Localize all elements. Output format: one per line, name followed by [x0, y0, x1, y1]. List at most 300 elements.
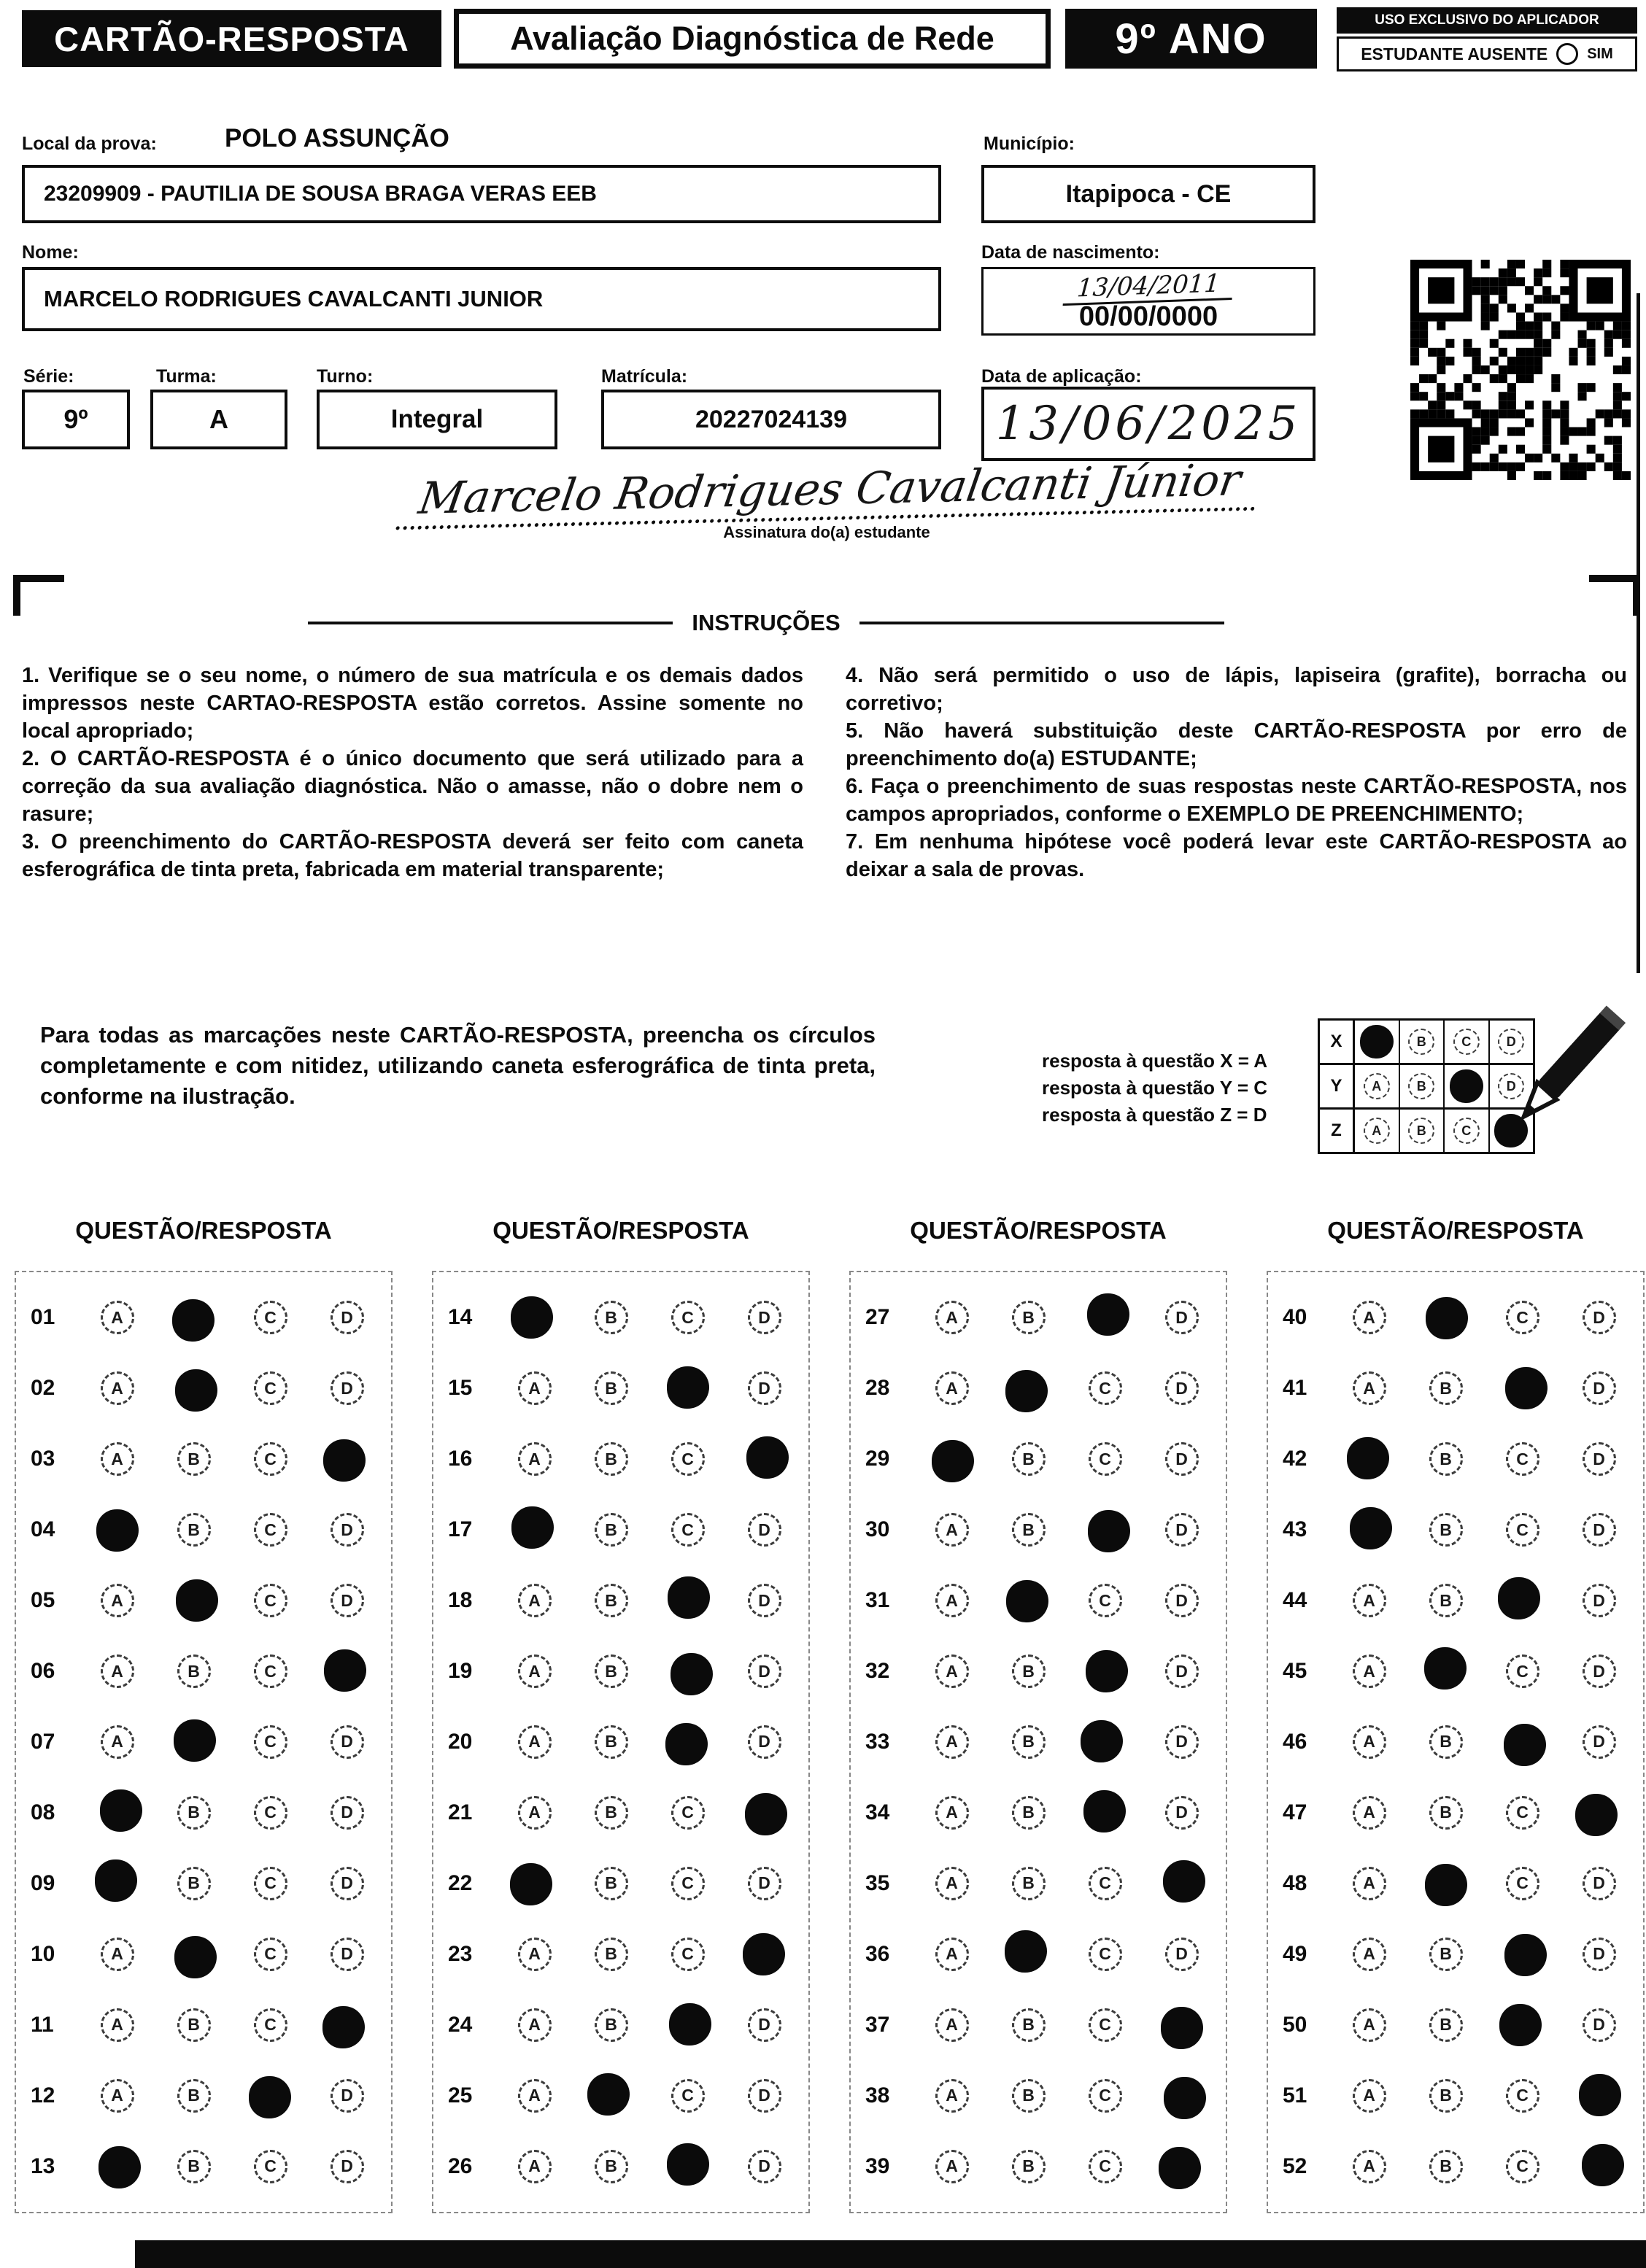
bubble-17-A[interactable] [511, 1506, 554, 1549]
answer-row-39 [857, 2131, 1220, 2202]
bubble-09-D[interactable]: D [331, 1867, 364, 1900]
bubble-16-B[interactable]: B [595, 1442, 628, 1476]
bubble-49-C[interactable] [1504, 1934, 1547, 1976]
bubble-43-D[interactable]: D [1583, 1513, 1616, 1547]
bubble-19-D[interactable]: D [748, 1654, 781, 1688]
bubble-05-A[interactable]: A [101, 1584, 134, 1617]
bubble-13-A[interactable] [98, 2146, 141, 2188]
nome-field: MARCELO RODRIGUES CAVALCANTI JUNIOR [22, 267, 941, 331]
example-key [1042, 1048, 1267, 1129]
bubble-28-D[interactable]: D [1165, 1371, 1199, 1405]
bubble-41-D[interactable]: D [1583, 1371, 1616, 1405]
bubble-40-B[interactable] [1426, 1297, 1468, 1339]
bubble-slot [1561, 1584, 1637, 1617]
bubble-39-A[interactable]: A [935, 2150, 969, 2183]
bubble-18-C[interactable] [668, 1576, 710, 1619]
bubble-slot [309, 1584, 385, 1617]
bubble-slot [573, 2008, 649, 2042]
bubble-01-A[interactable]: A [101, 1301, 134, 1334]
serie-label: Série: [23, 366, 74, 387]
bubble-38-C[interactable]: C [1089, 2079, 1122, 2113]
question-number: 22 [448, 1870, 473, 1895]
question-number: 04 [31, 1517, 55, 1542]
bubble-15-C[interactable] [667, 1366, 709, 1409]
bubble-06-C[interactable]: C [254, 1654, 287, 1688]
bubble-slot [232, 1371, 309, 1405]
bubble-30-C[interactable] [1088, 1510, 1130, 1552]
bubble-slot [1561, 1513, 1637, 1547]
question-number: 10 [31, 1941, 55, 1966]
answer-row-23 [439, 1919, 803, 1989]
bubble-45-A[interactable]: A [1353, 1654, 1386, 1688]
bubble-slot [1484, 1867, 1561, 1900]
bubble-21-C[interactable]: C [671, 1796, 705, 1830]
bubble-slot [1407, 1725, 1484, 1759]
bubble-05-C[interactable]: C [254, 1584, 287, 1617]
bubble-29-B[interactable]: B [1012, 1442, 1046, 1476]
bubble-22-D[interactable]: D [748, 1867, 781, 1900]
bubble-34-C[interactable] [1083, 1790, 1126, 1832]
bubble-20-A[interactable]: A [518, 1725, 552, 1759]
bubble-14-D[interactable]: D [748, 1301, 781, 1334]
bubble-28-A[interactable]: A [935, 1371, 969, 1405]
bubble-31-D[interactable]: D [1165, 1584, 1199, 1617]
instruction-item: 3. O preenchimento do CARTÃO-RESPOSTA deverá ser feito com caneta esferográfica de tinta preta, fabricada em material transparente; [22, 829, 803, 881]
answer-column-header: QUESTÃO/RESPOSTA [1327, 1217, 1584, 1244]
bubble-44-B[interactable]: B [1429, 1584, 1463, 1617]
bubble-18-A[interactable]: A [518, 1584, 552, 1617]
bubble-slot [1331, 1584, 1407, 1617]
bubble-32-D[interactable]: D [1165, 1654, 1199, 1688]
bubble-35-C[interactable]: C [1089, 1867, 1122, 1900]
bubble-03-A[interactable]: A [101, 1442, 134, 1476]
bubble-06-B[interactable]: B [177, 1654, 211, 1688]
answer-row-51 [1274, 2060, 1637, 2131]
bubble-13-C[interactable]: C [254, 2150, 287, 2183]
bubble-16-A[interactable]: A [518, 1442, 552, 1476]
bubble-slot [726, 1725, 803, 1759]
answer-row-47 [1274, 1777, 1637, 1848]
bubble-01-C[interactable]: C [254, 1301, 287, 1334]
bubble-09-C[interactable]: C [254, 1867, 287, 1900]
bubble-10-D[interactable]: D [331, 1938, 364, 1971]
bubble-06-D[interactable] [324, 1649, 366, 1692]
bubble-slot [232, 2075, 309, 2117]
bubble-44-A[interactable]: A [1353, 1584, 1386, 1617]
bubble-28-B[interactable] [1005, 1370, 1048, 1412]
answer-row-18 [439, 1565, 803, 1636]
bubble-42-D[interactable]: D [1583, 1442, 1616, 1476]
bubble-26-A[interactable]: A [518, 2150, 552, 2183]
answer-row-02 [22, 1353, 385, 1424]
bubble-50-C[interactable] [1499, 2004, 1542, 2046]
bubble-44-D[interactable]: D [1583, 1584, 1616, 1617]
bubble-26-B[interactable]: B [595, 2150, 628, 2183]
bubble-38-A[interactable]: A [935, 2079, 969, 2113]
bubble-22-C[interactable]: C [671, 1867, 705, 1900]
bubble-26-C[interactable] [667, 2143, 709, 2186]
bubble-50-A[interactable]: A [1353, 2008, 1386, 2042]
bubble-26-D[interactable]: D [748, 2150, 781, 2183]
bubble-25-B[interactable] [587, 2073, 630, 2116]
bubble-slot [1143, 1862, 1220, 1905]
bubble-12-B[interactable]: B [177, 2079, 211, 2113]
bubble-slot [1331, 1796, 1407, 1830]
bubble-27-A[interactable]: A [935, 1301, 969, 1334]
bubble-slot [726, 1301, 803, 1334]
bubble-slot [155, 1579, 232, 1622]
bubble-11-A[interactable]: A [101, 2008, 134, 2042]
bubble-slot [1067, 1442, 1143, 1476]
bubble-47-B[interactable]: B [1429, 1796, 1463, 1830]
bubble-43-C[interactable]: C [1506, 1513, 1539, 1547]
bubble-52-B[interactable]: B [1429, 2150, 1463, 2183]
bubble-slot [913, 1513, 990, 1547]
bubble-38-B[interactable]: B [1012, 2079, 1046, 2113]
bubble-50-B[interactable]: B [1429, 2008, 1463, 2042]
bubble-34-A[interactable]: A [935, 1796, 969, 1830]
bubble-20-C[interactable] [665, 1723, 708, 1765]
bubble-49-A[interactable]: A [1353, 1938, 1386, 1971]
bubble-slot [496, 1509, 573, 1551]
bubble-22-B[interactable]: B [595, 1867, 628, 1900]
bubble-49-D[interactable]: D [1583, 1938, 1616, 1971]
answer-row-34 [857, 1777, 1220, 1848]
bubble-17-B[interactable]: B [595, 1513, 628, 1547]
bubble-10-C[interactable]: C [254, 1938, 287, 1971]
bubble-15-B[interactable]: B [595, 1371, 628, 1405]
bubble-16-D[interactable] [746, 1436, 789, 1479]
bubble-42-A[interactable] [1347, 1437, 1389, 1479]
bubble-25-A[interactable]: A [518, 2079, 552, 2113]
bubble-30-D[interactable]: D [1165, 1513, 1199, 1547]
bubble-46-C[interactable] [1504, 1724, 1546, 1766]
bubble-40-D[interactable]: D [1583, 1301, 1616, 1334]
instructions-left [22, 662, 803, 884]
bubble-41-B[interactable]: B [1429, 1371, 1463, 1405]
bubble-45-C[interactable]: C [1506, 1654, 1539, 1688]
bubble-18-B[interactable]: B [595, 1584, 628, 1617]
bubble-23-A[interactable]: A [518, 1938, 552, 1971]
bubble-46-A[interactable]: A [1353, 1725, 1386, 1759]
bubble-36-A[interactable]: A [935, 1938, 969, 1971]
bubble-slot [1143, 2004, 1220, 2046]
answer-row-36 [857, 1919, 1220, 1989]
matricula-label: Matrícula: [601, 366, 688, 387]
bubble-slot [1407, 1513, 1484, 1547]
bubble-31-B[interactable] [1006, 1580, 1048, 1622]
bubble-slot [79, 1938, 155, 1971]
bubble-slot [990, 1654, 1067, 1688]
bubble-32-C[interactable] [1086, 1650, 1128, 1692]
bubble-06-A[interactable]: A [101, 1654, 134, 1688]
bubble-39-C[interactable]: C [1089, 2150, 1122, 2183]
absent-bubble[interactable] [1556, 43, 1578, 65]
bubble-51-C[interactable]: C [1506, 2079, 1539, 2113]
bubble-36-C[interactable]: C [1089, 1938, 1122, 1971]
bubble-slot [232, 1442, 309, 1476]
bubble-04-C[interactable]: C [254, 1513, 287, 1547]
bubble-25-D[interactable]: D [748, 2079, 781, 2113]
bubble-32-A[interactable]: A [935, 1654, 969, 1688]
bubble-37-D[interactable] [1161, 2007, 1203, 2049]
bubble-slot [232, 1584, 309, 1617]
bubble-slot [649, 1938, 726, 1971]
bubble-04-B[interactable]: B [177, 1513, 211, 1547]
answer-row-10 [22, 1919, 385, 1989]
bubble-41-C[interactable] [1505, 1367, 1548, 1409]
bubble-30-B[interactable]: B [1012, 1513, 1046, 1547]
bubble-slot [1067, 2008, 1143, 2042]
bubble-51-A[interactable]: A [1353, 2079, 1386, 2113]
bubble-51-D[interactable] [1579, 2074, 1621, 2116]
bubble-52-D[interactable] [1582, 2144, 1624, 2186]
bubble-48-D[interactable]: D [1583, 1867, 1616, 1900]
bubble-30-A[interactable]: A [935, 1513, 969, 1547]
answer-row-15 [439, 1353, 803, 1424]
question-number: 32 [865, 1659, 890, 1684]
bubble-slot [990, 2079, 1067, 2113]
bubble-45-B[interactable] [1424, 1647, 1467, 1690]
bubble-47-C[interactable]: C [1506, 1796, 1539, 1830]
bubble-41-A[interactable]: A [1353, 1371, 1386, 1405]
bubble-03-D[interactable] [323, 1439, 366, 1482]
bubble-11-B[interactable]: B [177, 2008, 211, 2042]
question-number: 20 [448, 1729, 473, 1754]
bubble-27-D[interactable]: D [1165, 1301, 1199, 1334]
bubble-slot [1407, 2079, 1484, 2113]
answer-row-12 [22, 2060, 385, 2131]
bubble-38-D[interactable] [1164, 2077, 1206, 2119]
question-number: 50 [1283, 2012, 1307, 2037]
bubble-slot [990, 1725, 1067, 1759]
bubble-33-B[interactable]: B [1012, 1725, 1046, 1759]
bubble-10-A[interactable]: A [101, 1938, 134, 1971]
bubble-07-D[interactable]: D [331, 1725, 364, 1759]
bubble-slot [1561, 1654, 1637, 1688]
bubble-22-A[interactable] [510, 1863, 552, 1905]
question-number: 24 [448, 2012, 473, 2037]
bubble-slot [649, 1867, 726, 1900]
bubble-slot [155, 1721, 232, 1763]
bubble-48-C[interactable]: C [1506, 1867, 1539, 1900]
question-number: 35 [865, 1870, 890, 1895]
bubble-02-D[interactable]: D [331, 1371, 364, 1405]
answer-row-37 [857, 1989, 1220, 2060]
bubble-29-D[interactable]: D [1165, 1442, 1199, 1476]
bubble-47-A[interactable]: A [1353, 1796, 1386, 1830]
bubble-36-B[interactable] [1005, 1930, 1047, 1973]
bubble-25-C[interactable]: C [671, 2079, 705, 2113]
bubble-34-B[interactable]: B [1012, 1796, 1046, 1830]
bubble-12-D[interactable]: D [331, 2079, 364, 2113]
bubble-15-A[interactable]: A [518, 1371, 552, 1405]
bubble-slot [726, 2150, 803, 2183]
answer-row-07 [22, 1707, 385, 1778]
answer-row-35 [857, 1848, 1220, 1919]
bubble-27-B[interactable]: B [1012, 1301, 1046, 1334]
bubble-42-C[interactable]: C [1506, 1442, 1539, 1476]
bubble-08-B[interactable]: B [177, 1796, 211, 1830]
bubble-slot [649, 1442, 726, 1476]
bubble-40-A[interactable]: A [1353, 1301, 1386, 1334]
answer-row-01 [22, 1282, 385, 1353]
bubble-slot [726, 1584, 803, 1617]
bubble-04-A[interactable] [96, 1509, 139, 1552]
bubble-43-B[interactable]: B [1429, 1513, 1463, 1547]
bubble-45-D[interactable]: D [1583, 1654, 1616, 1688]
bubble-12-A[interactable]: A [101, 2079, 134, 2113]
bubble-09-A[interactable] [95, 1859, 137, 1902]
bubble-15-D[interactable]: D [748, 1371, 781, 1405]
bubble-16-C[interactable]: C [671, 1442, 705, 1476]
bubble-23-B[interactable]: B [595, 1938, 628, 1971]
bubble-03-B[interactable]: B [177, 1442, 211, 1476]
bubble-31-C[interactable]: C [1089, 1584, 1122, 1617]
bubble-02-B[interactable] [175, 1369, 217, 1412]
bubble-43-A[interactable] [1350, 1507, 1392, 1549]
bubble-07-C[interactable]: C [254, 1725, 287, 1759]
bubble-13-D[interactable]: D [331, 2150, 364, 2183]
bubble-02-A[interactable]: A [101, 1371, 134, 1405]
bubble-32-B[interactable]: B [1012, 1654, 1046, 1688]
bubble-08-A[interactable] [100, 1789, 142, 1832]
bubble-35-B[interactable]: B [1012, 1867, 1046, 1900]
answer-row-43 [1274, 1495, 1637, 1565]
bubble-23-C[interactable]: C [671, 1938, 705, 1971]
bubble-20-D[interactable]: D [748, 1725, 781, 1759]
question-number: 29 [865, 1447, 890, 1471]
bubble-46-D[interactable]: D [1583, 1725, 1616, 1759]
bubble-13-B[interactable]: B [177, 2150, 211, 2183]
bubble-50-D[interactable]: D [1583, 2008, 1616, 2042]
bubble-slot [79, 1442, 155, 1476]
bubble-14-C[interactable]: C [671, 1301, 705, 1334]
bubble-21-D[interactable] [745, 1793, 787, 1835]
answer-row-29 [857, 1424, 1220, 1495]
bubble-slot [309, 1438, 385, 1480]
aplicacao-field: 13/06/2025 [981, 387, 1315, 461]
bubble-slot [1484, 1654, 1561, 1688]
question-number: 23 [448, 1941, 473, 1966]
bubble-34-D[interactable]: D [1165, 1796, 1199, 1830]
bubble-19-A[interactable]: A [518, 1654, 552, 1688]
bubble-slot [1561, 1867, 1637, 1900]
answer-row-38 [857, 2060, 1220, 2131]
bubble-slot [496, 1725, 573, 1759]
bubble-31-A[interactable]: A [935, 1584, 969, 1617]
bubble-46-B[interactable]: B [1429, 1725, 1463, 1759]
bubble-40-C[interactable]: C [1506, 1301, 1539, 1334]
bubble-slot [309, 1371, 385, 1405]
bubble-33-C[interactable] [1081, 1720, 1123, 1762]
bubble-04-D[interactable]: D [331, 1513, 364, 1547]
bubble-35-A[interactable]: A [935, 1867, 969, 1900]
bubble-24-A[interactable]: A [518, 2008, 552, 2042]
bubble-21-B[interactable]: B [595, 1796, 628, 1830]
bubble-07-A[interactable]: A [101, 1725, 134, 1759]
question-number: 45 [1283, 1659, 1307, 1684]
bubble-37-B[interactable]: B [1012, 2008, 1046, 2042]
bubble-28-C[interactable]: C [1089, 1371, 1122, 1405]
bubble-08-D[interactable]: D [331, 1796, 364, 1830]
bubble-02-C[interactable]: C [254, 1371, 287, 1405]
bubble-42-B[interactable]: B [1429, 1442, 1463, 1476]
bubble-52-A[interactable]: A [1353, 2150, 1386, 2183]
example-cell [1400, 1065, 1445, 1107]
bubble-slot [913, 1654, 990, 1688]
bubble-17-C[interactable]: C [671, 1513, 705, 1547]
bubble-11-D[interactable] [322, 2006, 365, 2048]
bubble-08-C[interactable]: C [254, 1796, 287, 1830]
question-number: 46 [1283, 1729, 1307, 1754]
student-absent-box [1337, 36, 1637, 71]
example-row-label: X [1320, 1021, 1355, 1063]
bubble-48-B[interactable] [1425, 1864, 1467, 1906]
answer-row-08 [22, 1777, 385, 1848]
bubble-24-B[interactable]: B [595, 2008, 628, 2042]
bubble-36-D[interactable]: D [1165, 1938, 1199, 1971]
bubble-03-C[interactable]: C [254, 1442, 287, 1476]
bubble-33-A[interactable]: A [935, 1725, 969, 1759]
bubble-05-B[interactable] [176, 1579, 218, 1622]
bubble-slot [1143, 2145, 1220, 2188]
bubble-slot [726, 1654, 803, 1688]
bubble-01-B[interactable] [172, 1299, 215, 1342]
signature-label: Assinatura do(a) estudante [723, 523, 930, 541]
bubble-slot [309, 1513, 385, 1547]
bubble-48-A[interactable]: A [1353, 1867, 1386, 1900]
bubble-29-C[interactable]: C [1089, 1442, 1122, 1476]
bubble-24-D[interactable]: D [748, 2008, 781, 2042]
bubble-09-B[interactable]: B [177, 1867, 211, 1900]
bubble-12-C[interactable] [249, 2076, 291, 2118]
bubble-33-D[interactable]: D [1165, 1725, 1199, 1759]
bubble-44-C[interactable] [1498, 1577, 1540, 1619]
bubble-35-D[interactable] [1163, 1860, 1205, 1903]
bubble-slot [496, 1938, 573, 1971]
bubble-29-A[interactable] [932, 1440, 974, 1482]
bubble-39-D[interactable] [1159, 2147, 1201, 2189]
bubble-49-B[interactable]: B [1429, 1938, 1463, 1971]
bubble-20-B[interactable]: B [595, 1725, 628, 1759]
bubble-39-B[interactable]: B [1012, 2150, 1046, 2183]
bubble-24-C[interactable] [669, 2003, 711, 2046]
question-number: 11 [31, 2012, 54, 2037]
bubble-18-D[interactable]: D [748, 1584, 781, 1617]
bubble-37-C[interactable]: C [1089, 2008, 1122, 2042]
bubble-27-C[interactable] [1087, 1293, 1129, 1336]
answer-row-25 [439, 2060, 803, 2131]
bubble-23-D[interactable] [743, 1933, 785, 1975]
bubble-slot [496, 1296, 573, 1339]
bubble-10-B[interactable] [174, 1936, 217, 1978]
bubble-01-D[interactable]: D [331, 1301, 364, 1334]
bubble-14-A[interactable] [511, 1296, 553, 1339]
bubble-14-B[interactable]: B [595, 1301, 628, 1334]
bubble-05-D[interactable]: D [331, 1584, 364, 1617]
bubble-47-D[interactable] [1575, 1794, 1618, 1836]
bubble-11-C[interactable]: C [254, 2008, 287, 2042]
bubble-52-C[interactable]: C [1506, 2150, 1539, 2183]
bubble-19-C[interactable] [671, 1653, 713, 1695]
bubble-07-B[interactable] [174, 1719, 216, 1762]
bubble-21-A[interactable]: A [518, 1796, 552, 1830]
bubble-37-A[interactable]: A [935, 2008, 969, 2042]
bubble-19-B[interactable]: B [595, 1654, 628, 1688]
bubble-17-D[interactable]: D [748, 1513, 781, 1547]
bubble-51-B[interactable]: B [1429, 2079, 1463, 2113]
